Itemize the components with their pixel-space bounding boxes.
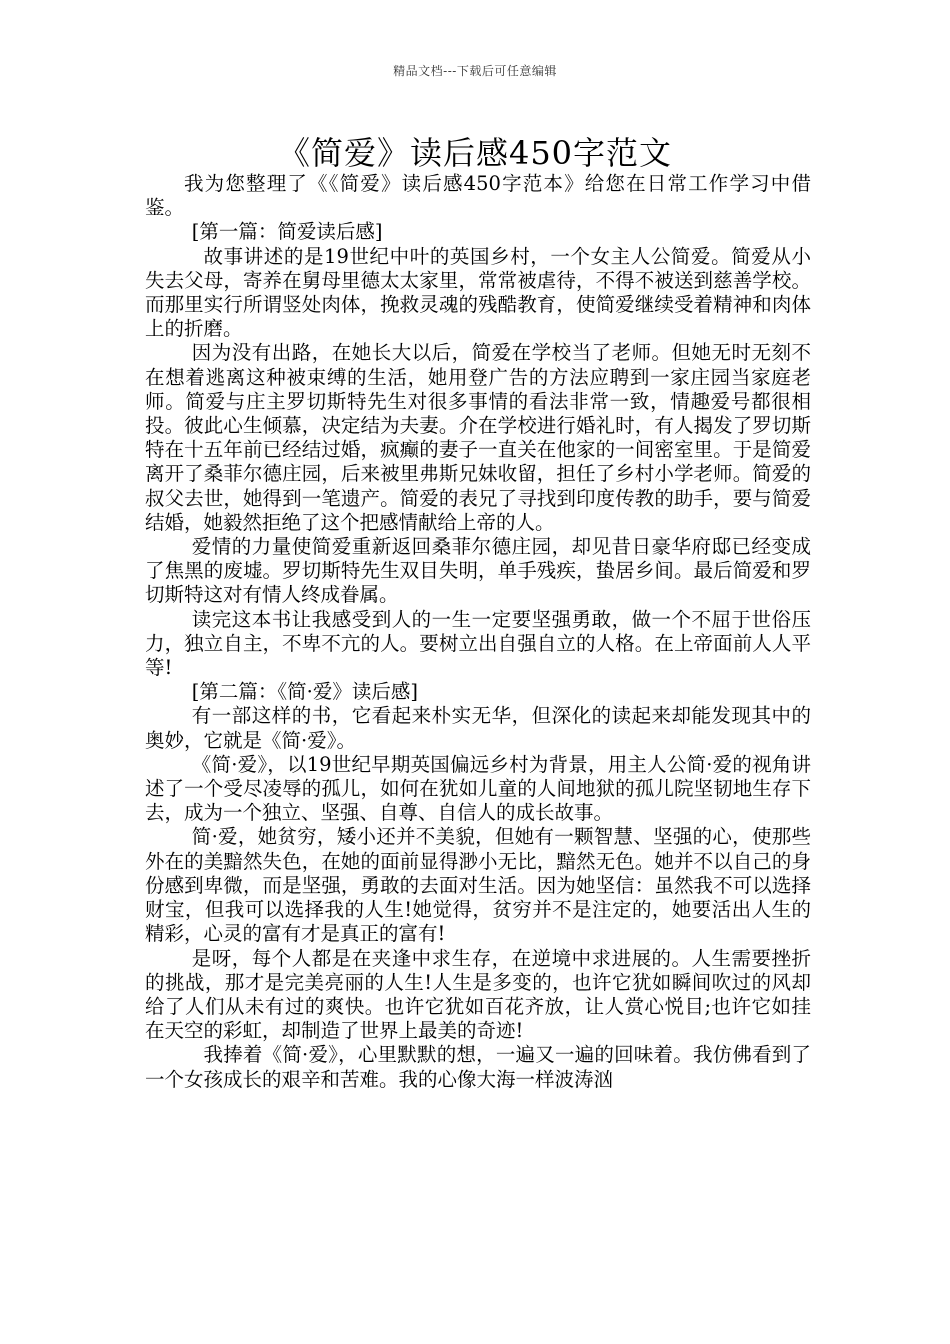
intro-paragraph: 我为您整理了《《简爱》读后感450字范本》给您在日常工作学习中借鉴。 (145, 172, 811, 220)
body-paragraph: 我捧着《简·爱》，心里默默的想，一遍又一遍的回味着。我仿佛看到了一个女孩成长的艰辛和苦难。我的心像大海一样波涛汹 (145, 1043, 811, 1091)
body-paragraph: 有一部这样的书，它看起来朴实无华，但深化的读起来却能发现其中的奥妙，它就是《简·爱》。 (145, 704, 811, 752)
body-paragraph: 《简·爱》，以19世纪早期英国偏远乡村为背景，用主人公简·爱的视角讲述了一个受尽凌辱的孤儿，如何在犹如儿童的人间地狱的孤儿院坚韧地生存下去，成为一个独立、坚强、自尊、自信人的成长故事。 (145, 752, 811, 825)
body-paragraph: 读完这本书让我感受到人的一生一定要坚强勇敢，做一个不屈于世俗压力，独立自主，不卑不亢的人。要树立出自强自立的人格。在上帝面前人人平等! (145, 607, 811, 680)
body-paragraph: 是呀，每个人都是在夹逢中求生存，在逆境中求进展的。人生需要挫折的挑战，那才是完美亮丽的人生!人生是多变的，也许它犹如瞬间吹过的风却给了人们从未有过的爽快。也许它犹如百花齐放，让人赏心悦目;也许它如挂在天空的彩虹，却制造了世界上最美的奇迹! (145, 946, 811, 1043)
body-paragraph: 故事讲述的是19世纪中叶的英国乡村，一个女主人公简爱。简爱从小失去父母，寄养在舅母里德太太家里，常常被虐待，不得不被送到慈善学校。而那里实行所谓竖处肉体，挽救灵魂的残酷教育，使简爱继续受着精神和肉体上的折磨。 (145, 244, 811, 341)
section-heading-2: [第二篇：《简·爱》读后感] (191, 680, 418, 704)
body-paragraph: 简·爱，她贫穷，矮小还并不美貌，但她有一颗智慧、坚强的心，使那些外在的美黯然失色，在她的面前显得渺小无比，黯然无色。她并不以自己的身份感到卑微，而是坚强，勇敢的去面对生活。因为她坚信：虽然我不可以选择财宝，但我可以选择我的人生!她觉得，贫穷并不是注定的，她要活出人生的精彩，心灵的富有才是真正的富有! (145, 825, 811, 946)
body-paragraph: 爱情的力量使简爱重新返回桑菲尔德庄园，却见昔日豪华府邸已经变成了焦黑的废墟。罗切斯特先生双目失明，单手残疾，蛰居乡间。最后简爱和罗切斯特这对有情人终成眷属。 (145, 535, 811, 607)
body-paragraph: 因为没有出路，在她长大以后，简爱在学校当了老师。但她无时无刻不在想着逃离这种被束缚的生活，她用登广告的方法应聘到一家庄园当家庭老师。简爱与庄主罗切斯特先生对很多事情的看法非常一致，情趣爱号都很相投。彼此心生倾慕，决定结为夫妻。介在学校进行婚礼时，有人揭发了罗切斯特在十五年前已经结过婚，疯癫的妻子一直关在他家的一间密室里。于是简爱离开了桑菲尔德庄园，后来被里弗斯兄妹收留，担任了乡村小学老师。简爱的叔父去世，她得到一笔遗产。简爱的表兄了寻找到印度传教的助手，要与简爱结婚，她毅然拒绝了这个把感情献给上帝的人。 (145, 341, 811, 534)
section-heading-1: [第一篇：简爱读后感] (191, 220, 383, 244)
document-title: 《简爱》读后感450字范文 (277, 134, 673, 172)
document-body (145, 172, 811, 1092)
page-header: 精品文档---下载后可任意编辑 (393, 64, 557, 78)
